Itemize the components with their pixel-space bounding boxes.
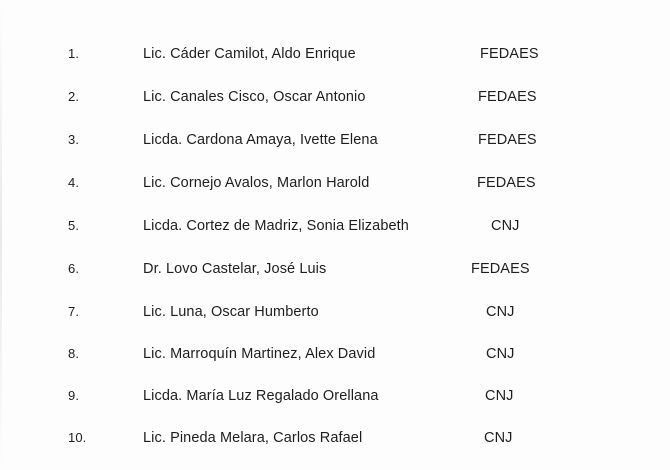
list-item	[0, 428, 670, 448]
member-organization: FEDAES	[478, 132, 537, 148]
member-name: Lic. Marroquín Martinez, Alex David	[143, 346, 376, 362]
item-number: 1.	[68, 46, 80, 61]
member-organization: CNJ	[484, 430, 513, 446]
member-name: Lic. Cornejo Avalos, Marlon Harold	[143, 175, 370, 191]
member-name: Licda. Cardona Amaya, Ivette Elena	[143, 132, 378, 148]
list-item	[0, 302, 670, 322]
member-name: Lic. Cáder Camilot, Aldo Enrique	[143, 46, 356, 62]
list-item	[0, 216, 670, 236]
item-number: 4.	[68, 175, 80, 190]
member-organization: FEDAES	[480, 46, 539, 62]
member-name: Lic. Luna, Oscar Humberto	[143, 304, 319, 320]
member-organization: FEDAES	[471, 261, 530, 277]
member-name: Lic. Canales Cisco, Oscar Antonio	[143, 89, 366, 105]
list-item	[0, 130, 670, 150]
item-number: 6.	[68, 261, 80, 276]
member-organization: FEDAES	[478, 89, 537, 105]
member-name: Lic. Pineda Melara, Carlos Rafael	[143, 430, 363, 446]
item-number: 9.	[68, 388, 80, 403]
item-number: 5.	[68, 218, 80, 233]
list-item	[0, 259, 670, 279]
item-number: 3.	[68, 132, 80, 147]
member-name: Licda. María Luz Regalado Orellana	[143, 388, 379, 404]
member-organization: CNJ	[486, 346, 515, 362]
list-item	[0, 386, 670, 406]
member-name: Licda. Cortez de Madriz, Sonia Elizabeth	[143, 218, 409, 234]
list-item	[0, 44, 670, 64]
item-number: 10.	[68, 430, 87, 445]
item-number: 7.	[68, 304, 80, 319]
list-item	[0, 344, 670, 364]
list-item	[0, 87, 670, 107]
member-organization: CNJ	[486, 304, 515, 320]
member-organization: FEDAES	[477, 175, 536, 191]
item-number: 2.	[68, 89, 80, 104]
list-item	[0, 173, 670, 193]
member-organization: CNJ	[485, 388, 514, 404]
member-name: Dr. Lovo Castelar, José Luis	[143, 261, 327, 277]
member-organization: CNJ	[491, 218, 520, 234]
item-number: 8.	[68, 346, 80, 361]
